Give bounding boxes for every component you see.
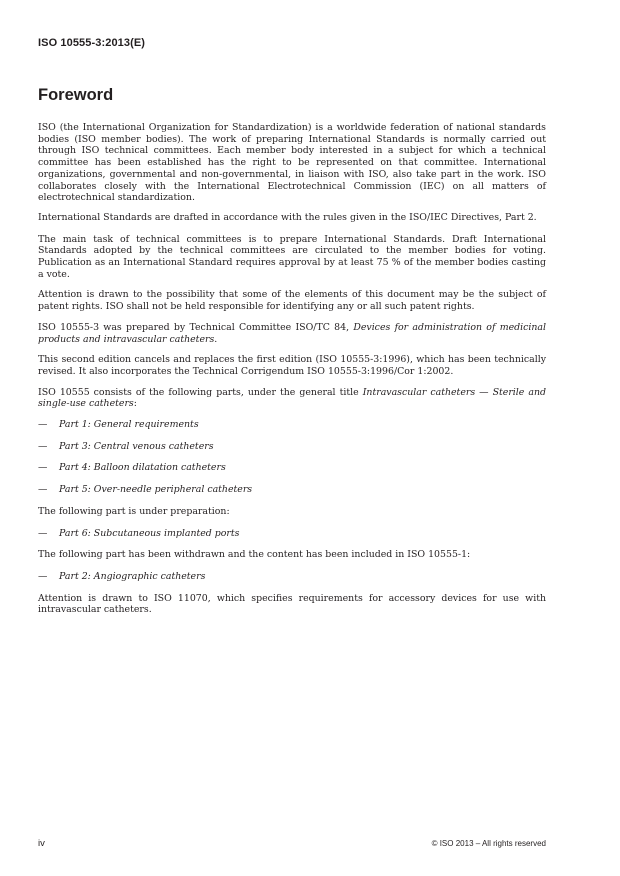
- list-item: — Part 1: General requirements: [38, 419, 199, 431]
- list-item: — Part 5: Over-needle peripheral catheters: [38, 484, 253, 496]
- paragraph-iso-intro: ISO (the International Organization for Standardization) is a worldwide federation of national standards bodies (ISO member bodies). The work of preparing International Standards is normally carried out through ISO technical committees. Each member body interested in a subject for which a technical committee has been established has the right to be represented on that committee. International organizations, governmental and non-governmental, in liaison with ISO, also take part in the work. ISO collaborates closely with the International Electrotechnical Commission (IEC) on all matters of electrotechnical standardization.: [38, 122, 546, 204]
- list-item: — Part 2: Angiographic catheters: [38, 570, 206, 582]
- page-title: Foreword: [38, 86, 114, 104]
- document-page: [38, 0, 546, 876]
- paragraph-edition: This second edition cancels and replaces the first edition (ISO 10555-3:1996), which has been technically revised. It also incorporates the Technical Corrigendum ISO 10555-3:1996/Cor 1:2002.: [38, 354, 546, 377]
- paragraph-withdrawn: The following part has been withdrawn and the content has been included in ISO 10555-1:: [38, 549, 471, 561]
- document-id-header: ISO 10555-3:2013(E): [38, 37, 146, 49]
- page-number: iv: [38, 838, 45, 849]
- paragraph-drafting-rules: International Standards are drafted in accordance with the rules given in the ISO/IEC Directives, Part 2.: [38, 211, 537, 223]
- paragraph-accessory-devices: Attention is drawn to ISO 11070, which specifies requirements for accessory devices for use with intravascular catheters.: [38, 592, 546, 616]
- paragraph-patent-rights: Attention is drawn to the possibility that some of the elements of this document may be the subject of patent rights. ISO shall not be held responsible for identifying any or all such patent rights.: [38, 289, 546, 313]
- list-item: — Part 6: Subcutaneous implanted ports: [38, 527, 240, 539]
- foreword-body: [38, 122, 546, 616]
- list-item: — Part 4: Balloon dilatation catheters: [38, 462, 226, 474]
- paragraph-parts-intro: ISO 10555 consists of the following parts, under the general title Intravascular catheters — Sterile and single-use catheters:: [38, 386, 547, 410]
- paragraph-prepared-by: ISO 10555-3 was prepared by Technical Committee ISO/TC 84, Devices for administration of medicinal products and intravascular catheters.: [38, 321, 547, 345]
- paragraph-technical-committees: The main task of technical committees is to prepare International Standards. Draft International Standards adopted by the technical committees are circulated to the member bodies for voting. Publication as an International Standard requires approval by at least 75 % of the member bodies casting a vote.: [38, 233, 546, 280]
- paragraph-under-preparation: The following part is under preparation:: [38, 505, 230, 517]
- copyright-notice: © ISO 2013 – All rights reserved: [431, 839, 546, 848]
- list-item: — Part 3: Central venous catheters: [38, 440, 214, 452]
